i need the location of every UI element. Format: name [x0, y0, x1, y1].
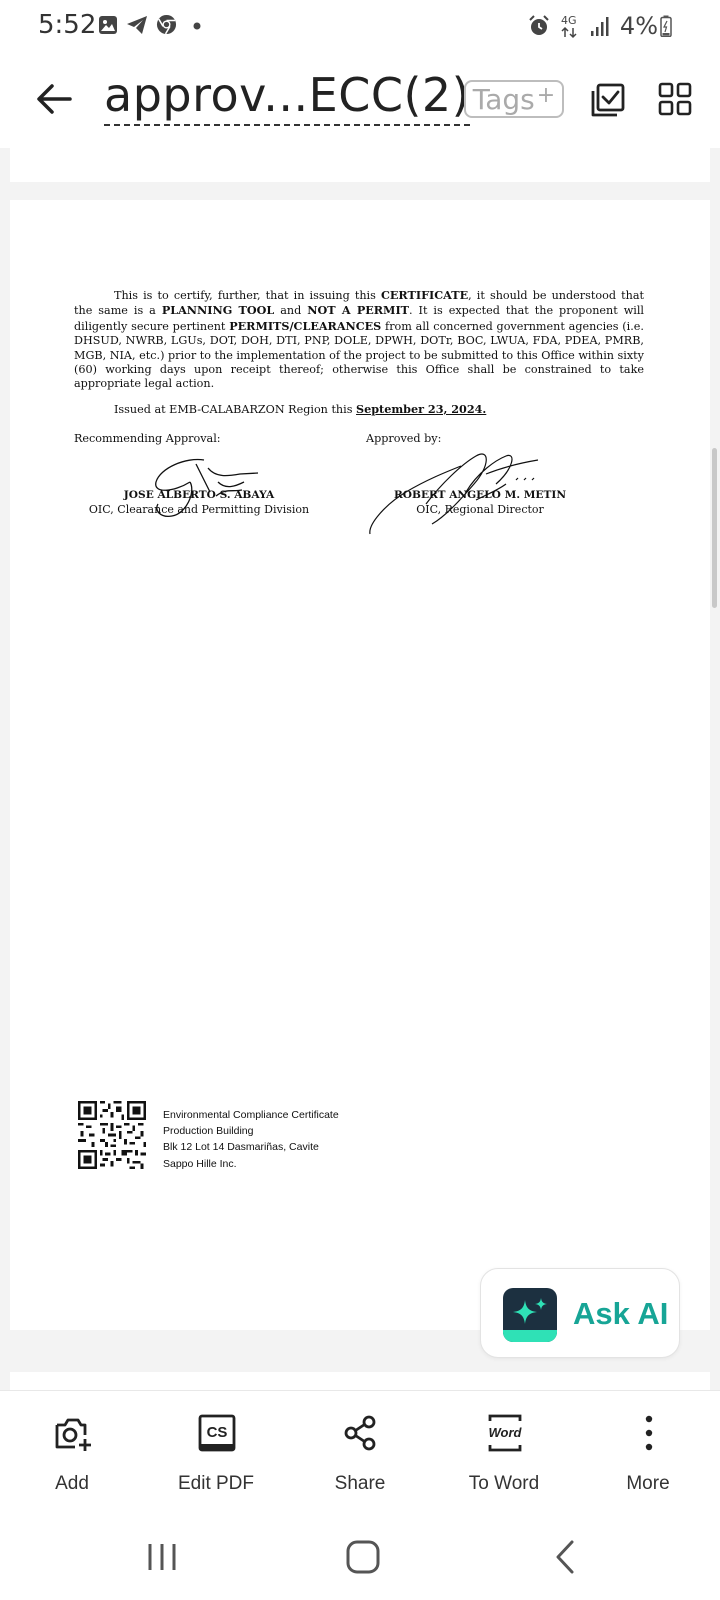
home-icon[interactable] — [333, 1534, 393, 1580]
svg-text:4G: 4G — [560, 14, 577, 27]
recent-apps-icon[interactable] — [132, 1534, 192, 1580]
more-label: More — [626, 1473, 670, 1494]
svg-text:Word: Word — [488, 1425, 522, 1440]
4g-data-icon — [560, 13, 580, 39]
dot-icon — [185, 15, 205, 35]
document-title[interactable]: approv...ECC(2) — [104, 68, 470, 126]
document-page[interactable] — [10, 200, 710, 1330]
share-label: Share — [334, 1473, 386, 1494]
signatory-1-title: OIC, Clearance and Permitting Division — [88, 503, 310, 516]
to-word-label: To Word — [468, 1473, 540, 1494]
tags-label: Tags — [472, 82, 535, 116]
qr-code — [78, 1101, 146, 1169]
qr-info-block — [163, 1107, 339, 1172]
gallery-icon — [98, 15, 118, 35]
tags-button[interactable] — [464, 80, 564, 118]
bottom-toolbar — [0, 1390, 720, 1514]
approved-by-label: Approved by: — [366, 432, 442, 445]
edit-pdf-label: Edit PDF — [177, 1473, 255, 1494]
sparkle-icon — [503, 1288, 557, 1342]
add-button[interactable] — [12, 1391, 132, 1515]
alarm-icon — [528, 15, 550, 37]
scrollbar[interactable] — [712, 448, 717, 608]
word-icon — [485, 1413, 525, 1453]
issued-line: Issued at EMB-CALABARZON Region this September 23, 2024. — [114, 402, 487, 416]
signatory-2-title: OIC, Regional Director — [416, 503, 544, 516]
camera-add-icon — [53, 1413, 93, 1453]
add-label: Add — [55, 1473, 89, 1494]
share-button[interactable] — [300, 1391, 420, 1515]
qr-info-line: Blk 12 Lot 14 Dasmariñas, Cavite — [163, 1141, 319, 1154]
signal-icon — [590, 15, 610, 37]
cs-edit-pdf-icon — [197, 1413, 237, 1453]
qr-info-line: Environmental Compliance Certificate — [163, 1109, 339, 1121]
multi-select-icon[interactable] — [590, 82, 626, 118]
ask-ai-button[interactable] — [480, 1268, 680, 1358]
svg-text:CS: CS — [206, 1424, 228, 1441]
tags-plus-icon: + — [536, 82, 556, 108]
document-viewport[interactable] — [0, 148, 720, 1390]
edit-pdf-button[interactable] — [156, 1391, 276, 1515]
back-nav-icon[interactable] — [536, 1534, 596, 1580]
recommending-approval-label: Recommending Approval: — [74, 432, 221, 445]
app-bar — [0, 52, 720, 148]
certification-paragraph: This is to certify, further, that in issuing this CERTIFICATE, it should be understood that the same is a PLANNING TOOL and NOT A PERMIT. It is expected that the proponent will diligently secure pertinent PERMITS/CLEARANCES from all concerned government agencies (i.e. DHSUD, NWRB, LGUs, DOT, DOH, DTI, PNP, DOLE, DPWH, DOTr, BOC, LWUA, FDA, PDEA, PMRB, MGB, NIA, etc.) prior to the implementation of the project to be submitted to this Office within sixty (60) working days upon receipt thereof; otherwise this Office shall be constrained to take appropriate legal action. — [74, 288, 645, 391]
issued-date: September 23, 2024. — [356, 402, 487, 416]
signatory-1-name: JOSE ALBERTO S. ABAYA — [123, 489, 275, 501]
grid-view-icon[interactable] — [658, 82, 692, 116]
status-bar — [0, 0, 720, 52]
next-page[interactable] — [10, 1372, 710, 1390]
more-button[interactable] — [588, 1391, 708, 1515]
previous-page[interactable] — [10, 148, 710, 182]
battery-percent: 4% — [619, 12, 658, 40]
system-nav-bar — [0, 1514, 720, 1600]
more-vertical-icon — [629, 1413, 669, 1453]
status-time: 5:52 — [38, 10, 97, 40]
telegram-icon — [126, 15, 148, 35]
back-arrow-icon[interactable] — [34, 74, 74, 124]
chrome-icon — [156, 14, 177, 35]
qr-info-line: Sappo Hille Inc. — [163, 1157, 237, 1170]
to-word-button[interactable] — [444, 1391, 564, 1515]
qr-info-line: Production Building — [163, 1125, 254, 1138]
ask-ai-label: Ask AI — [573, 1296, 669, 1331]
share-icon — [341, 1413, 381, 1453]
battery-icon — [660, 15, 672, 37]
signatory-2-name: ROBERT ANGELO M. METIN — [393, 489, 567, 501]
